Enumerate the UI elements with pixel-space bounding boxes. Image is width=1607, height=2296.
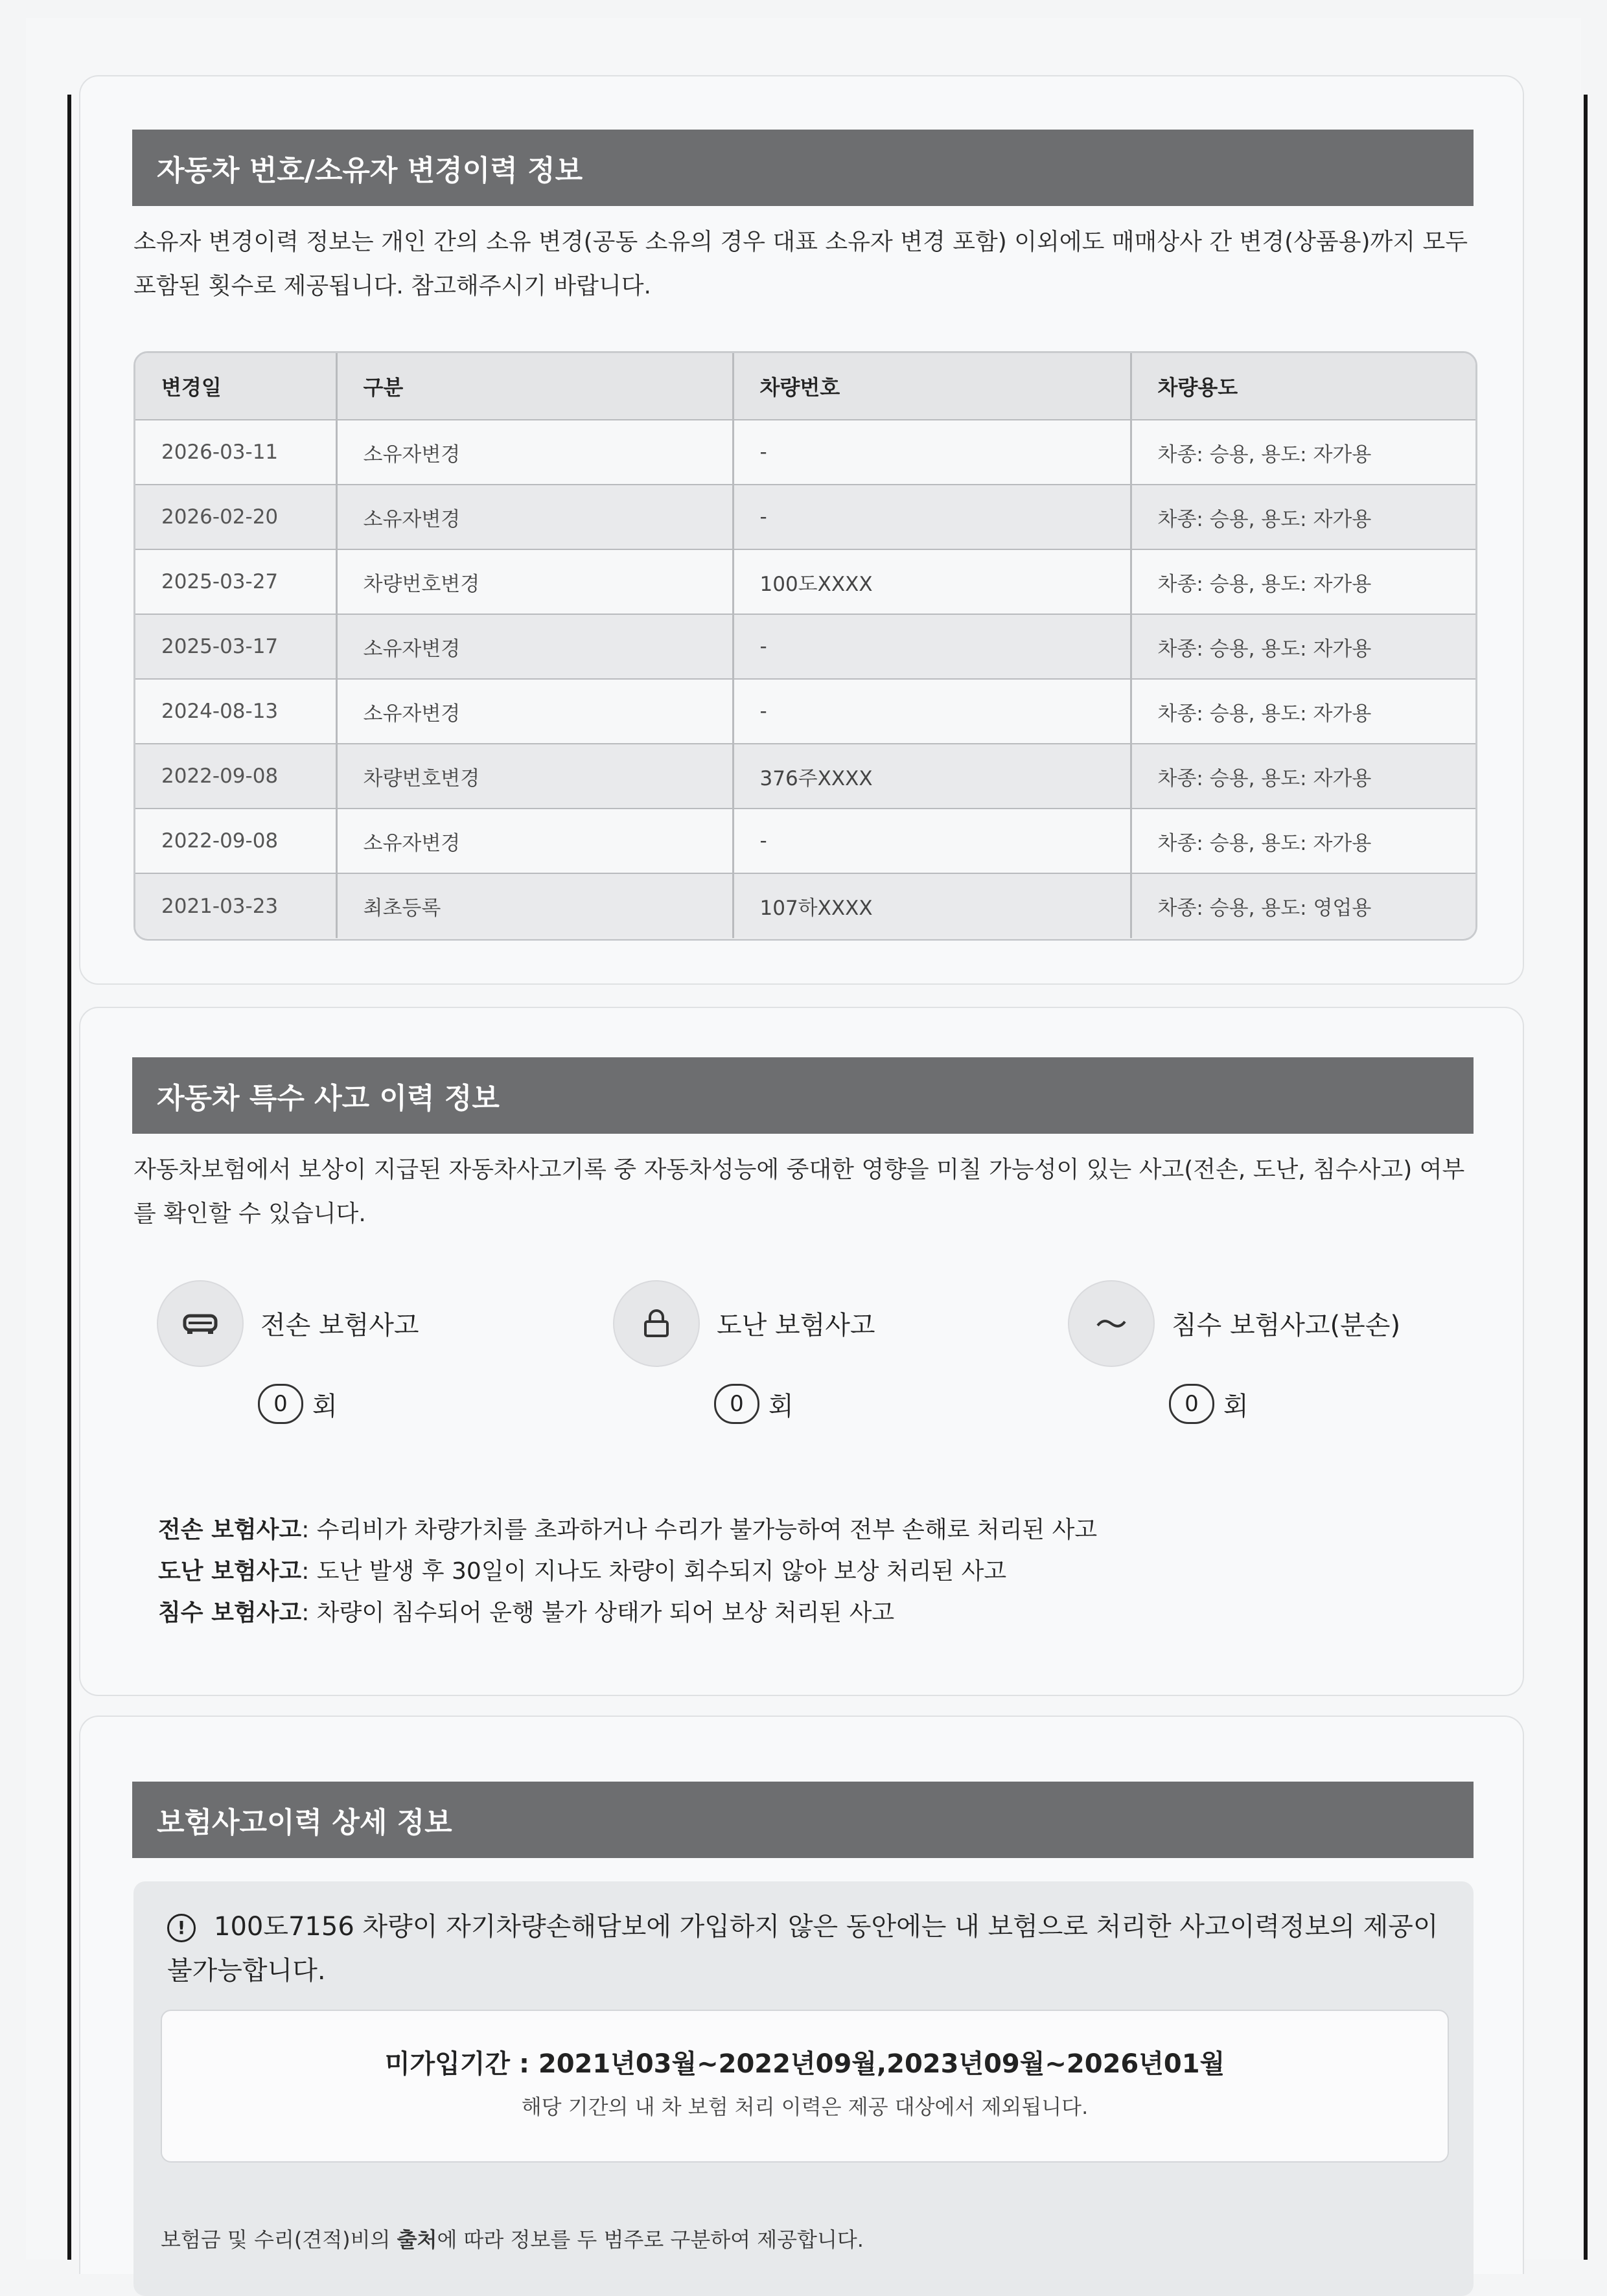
accident-label: 전손 보험사고 (260, 1311, 419, 1340)
ownership-description: 소유자 변경이력 정보는 개인 간의 소유 변경(공동 소유의 경우 대표 소유자 변경 포함) 이외에도 매매상사 간 변경(상품용)까지 모두 포함된 횟수로 제공됩니다. 참고해주시기 바랍니다. (133, 229, 1468, 299)
cell-type: 소유자변경 (336, 614, 733, 679)
definition-total-loss: 전손 보험사고: 수리비가 차량가치를 초과하거나 수리가 불가능하여 전부 손해로 처리된 사고 (158, 1517, 1098, 1543)
column-header-plate: 차량번호 (733, 353, 1131, 420)
accident-definitions (158, 1510, 1097, 1634)
cell-plate: 107하XXXX (733, 873, 1131, 938)
cell-type: 차량번호변경 (336, 549, 733, 614)
cell-usage: 차종: 승용, 용도: 자가용 (1131, 809, 1475, 873)
cell-date: 2022-09-08 (135, 744, 336, 809)
ownership-table (133, 351, 1477, 941)
ownership-history-card (79, 75, 1524, 985)
cell-usage: 차종: 승용, 용도: 영업용 (1131, 873, 1475, 938)
source-note: 보험금 및 수리(견적)비의 출처에 따라 정보를 두 범주로 구분하여 제공합니다. (161, 2227, 864, 2252)
cell-usage: 차종: 승용, 용도: 자가용 (1131, 549, 1475, 614)
special-accident-card (79, 1007, 1524, 1696)
count-unit: 회 (1223, 1391, 1249, 1421)
cell-type: 소유자변경 (336, 809, 733, 873)
accident-count (1169, 1384, 1249, 1424)
definition-theft: 도난 보험사고: 도난 발생 후 30일이 지나도 차량이 회수되지 않아 보상 처리된 사고 (158, 1558, 1007, 1585)
info-icon: ! (167, 1914, 196, 1942)
uninsured-period-box (161, 2010, 1449, 2163)
table-row (135, 549, 1475, 614)
insurance-detail-card (79, 1716, 1524, 2274)
cell-usage: 차종: 승용, 용도: 자가용 (1131, 614, 1475, 679)
cell-type: 소유자변경 (336, 420, 733, 485)
table-row (135, 744, 1475, 809)
cell-date: 2025-03-27 (135, 549, 336, 614)
table-row (135, 485, 1475, 549)
cell-plate: - (733, 679, 1131, 744)
count-unit: 회 (769, 1391, 794, 1421)
page-border-right (1584, 95, 1588, 2260)
column-header-type: 구분 (336, 353, 733, 420)
table-row (135, 420, 1475, 485)
definition-flood: 침수 보험사고: 차량이 침수되어 운행 불가 상태가 되어 보상 처리된 사고 (158, 1600, 895, 1626)
cell-usage: 차종: 승용, 용도: 자가용 (1131, 485, 1475, 549)
cell-usage: 차종: 승용, 용도: 자가용 (1131, 744, 1475, 809)
table-row (135, 873, 1475, 938)
count-value: 0 (1169, 1384, 1214, 1424)
page-border-left (67, 95, 71, 2260)
cell-date: 2025-03-17 (135, 614, 336, 679)
cell-plate: - (733, 809, 1131, 873)
notice-text: ! 100도7156 차량이 자기차량손해담보에 가입하지 않은 동안에는 내 보험으로 처리한 사고이력정보의 제공이 불가능합니다. (167, 1912, 1439, 1986)
cell-date: 2026-03-11 (135, 420, 336, 485)
special-accident-description: 자동차보험에서 보상이 지급된 자동차사고기록 중 자동차성능에 중대한 영향을 미칠 가능성이 있는 사고(전손, 도난, 침수사고) 여부를 확인할 수 있습니다. (133, 1156, 1465, 1227)
cell-type: 소유자변경 (336, 679, 733, 744)
cell-plate: - (733, 485, 1131, 549)
cell-usage: 차종: 승용, 용도: 자가용 (1131, 420, 1475, 485)
cell-date: 2022-09-08 (135, 809, 336, 873)
table-header-row (135, 353, 1475, 420)
lock-icon (613, 1280, 700, 1367)
accident-count (714, 1384, 794, 1424)
cell-plate: 100도XXXX (733, 549, 1131, 614)
uninsured-period-note: 해당 기간의 내 차 보험 처리 이력은 제공 대상에서 제외됩니다. (521, 2095, 1089, 2119)
accident-label: 도난 보험사고 (717, 1311, 875, 1340)
water-icon (1068, 1280, 1155, 1367)
cell-usage: 차종: 승용, 용도: 자가용 (1131, 679, 1475, 744)
count-value: 0 (714, 1384, 759, 1424)
cell-plate: - (733, 614, 1131, 679)
uninsured-notice (133, 1881, 1474, 2296)
table-row (135, 679, 1475, 744)
accident-count (258, 1384, 338, 1424)
cell-plate: 376주XXXX (733, 744, 1131, 809)
cell-type: 소유자변경 (336, 485, 733, 549)
cell-date: 2026-02-20 (135, 485, 336, 549)
cell-type: 최초등록 (336, 873, 733, 938)
cell-date: 2021-03-23 (135, 873, 336, 938)
column-header-date: 변경일 (135, 353, 336, 420)
table-row (135, 809, 1475, 873)
section-header-insurance-detail: 보험사고이력 상세 정보 (132, 1782, 1474, 1858)
section-header-ownership: 자동차 번호/소유자 변경이력 정보 (132, 130, 1474, 206)
accident-label: 침수 보험사고(분손) (1172, 1311, 1401, 1340)
section-header-special-accident: 자동차 특수 사고 이력 정보 (132, 1057, 1474, 1134)
car-icon (157, 1280, 244, 1367)
uninsured-period: 미가입기간 : 2021년03월~2022년09월,2023년09월~2026년01월 (384, 2049, 1225, 2079)
count-unit: 회 (312, 1391, 338, 1421)
cell-plate: - (733, 420, 1131, 485)
table-row (135, 614, 1475, 679)
column-header-usage: 차량용도 (1131, 353, 1475, 420)
count-value: 0 (258, 1384, 303, 1424)
cell-type: 차량번호변경 (336, 744, 733, 809)
cell-date: 2024-08-13 (135, 679, 336, 744)
